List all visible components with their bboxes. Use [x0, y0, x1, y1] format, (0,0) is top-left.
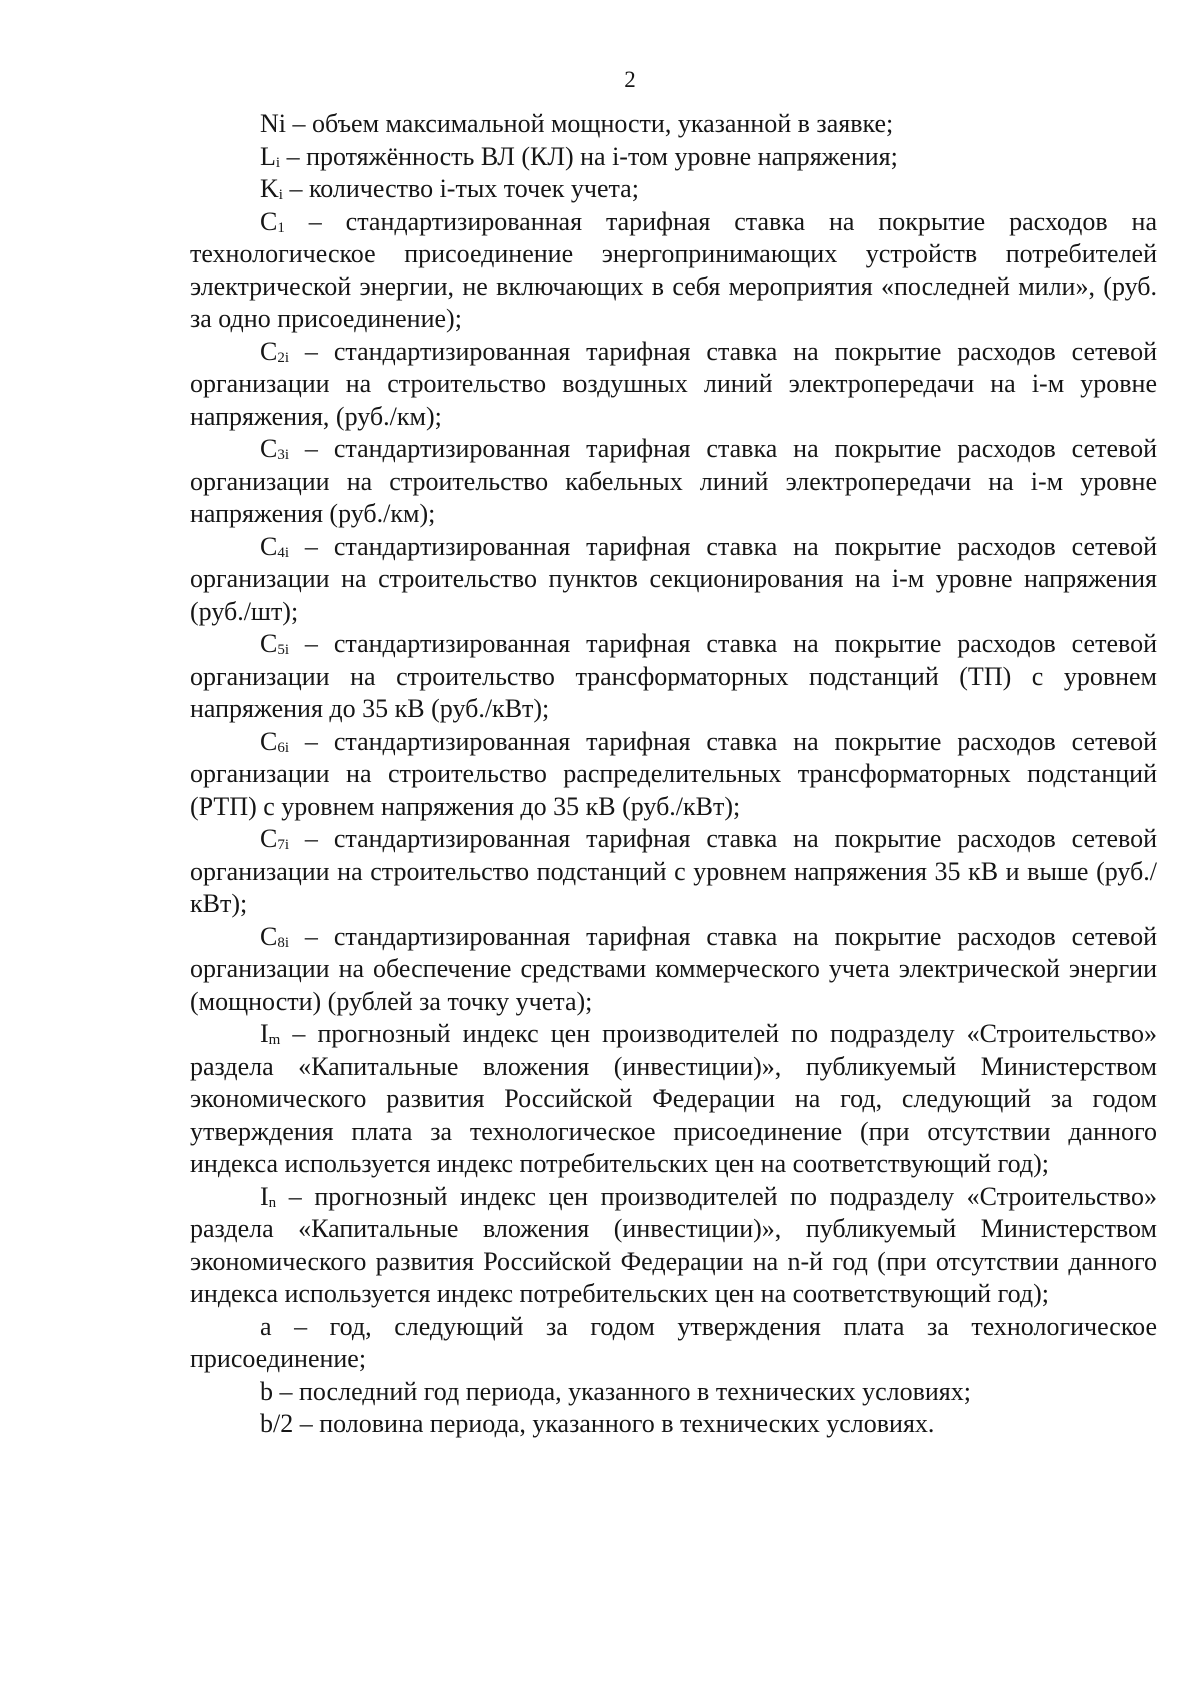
symbol	[260, 1312, 272, 1341]
definition-text: – стандартизированная тарифная ставка на покрытие расходов сетевой организации на строительство распределительных трансформаторных подстанций (РТП) с уровнем напряжения до 35 кВ (руб./кВт);	[190, 726, 1157, 821]
definition-paragraph	[190, 628, 1157, 726]
symbol-letter: I	[260, 1181, 269, 1211]
definition-text: – количество i-тых точек учета;	[282, 174, 639, 203]
definition-text: – объем максимальной мощности, указанной в заявке;	[286, 109, 894, 138]
definition-paragraph	[190, 433, 1157, 531]
symbol-subscript: i	[278, 187, 283, 203]
symbol-letter: C	[260, 434, 278, 463]
symbol	[260, 727, 289, 756]
symbol-subscript: n	[268, 1194, 277, 1211]
symbol	[260, 1019, 280, 1048]
definition-text: – половина периода, указанного в технических условиях.	[293, 1409, 935, 1438]
symbol	[260, 629, 289, 658]
symbol-letter: C	[260, 824, 278, 853]
symbol-letter: Ni	[260, 109, 286, 138]
definition-paragraph	[190, 1311, 1157, 1376]
definition-paragraph	[190, 336, 1157, 434]
definition-text: – стандартизированная тарифная ставка на покрытие расходов на технологическое присоединение энергопринимающих устройств потребителей электрической энергии, не включающих в себя мероприятия «последней мили», (руб. за одно присоединение);	[190, 206, 1157, 333]
symbol-letter: I	[260, 1019, 269, 1048]
definition-paragraph	[190, 726, 1157, 824]
definition-paragraph	[190, 141, 1157, 174]
definition-text: – стандартизированная тарифная ставка на покрытие расходов сетевой организации на строительство подстанций с уровнем напряжения 35 кВ и выше (руб./кВт);	[190, 824, 1157, 918]
symbol	[260, 824, 289, 853]
symbol	[260, 142, 280, 171]
symbol	[260, 109, 286, 138]
definition-text: – прогнозный индекс цен производителей по подразделу «Строительство» раздела «Капитальные вложения (инвестиции)», публикуемый Министерством экономического развития Российской Федерации на год, следующий за годом утверждения плата за технологическое присоединение (при отсутствии данного индекса используется индекс потребительских цен на соответствующий год);	[190, 1019, 1157, 1178]
symbol-subscript: 5i	[277, 642, 290, 658]
symbol-subscript: i	[275, 154, 281, 171]
definition-paragraph	[190, 1376, 1157, 1409]
definition-text: – протяжённость ВЛ (КЛ) на i-том уровне напряжения;	[280, 141, 898, 171]
definition-paragraph	[190, 1181, 1157, 1311]
definition-text: – год, следующий за годом утверждения плата за технологическое присоединение;	[190, 1311, 1157, 1373]
symbol-subscript: 4i	[277, 544, 290, 561]
symbol-subscript: 7i	[277, 837, 290, 853]
definition-paragraph	[190, 206, 1157, 336]
definition-paragraph	[190, 921, 1157, 1019]
definition-paragraph	[190, 1408, 1157, 1441]
symbol	[260, 532, 289, 561]
definition-paragraph	[190, 1018, 1157, 1181]
symbol-letter: C	[260, 629, 278, 658]
symbol-letter: C	[260, 726, 278, 756]
symbol-letter: K	[260, 174, 279, 203]
symbol	[260, 174, 283, 203]
definitions-list	[190, 108, 1157, 1441]
symbol-letter: L	[260, 141, 276, 171]
symbol-letter: b/2	[260, 1409, 294, 1438]
definition-text: – последний год периода, указанного в технических условиях;	[273, 1376, 971, 1406]
symbol-letter: C	[260, 336, 278, 366]
definition-paragraph	[190, 108, 1157, 141]
symbol	[260, 1182, 276, 1211]
symbol-subscript: 6i	[277, 739, 290, 756]
symbol	[260, 1377, 273, 1406]
page-number: 2	[624, 67, 636, 92]
symbol-subscript: 3i	[277, 447, 290, 463]
definition-text: – стандартизированная тарифная ставка на покрытие расходов сетевой организации на строительство трансформаторных подстанций (ТП) с уровнем напряжения до 35 кВ (руб./кВт);	[190, 629, 1157, 723]
symbol-subscript: m	[268, 1032, 281, 1048]
definition-text: – стандартизированная тарифная ставка на покрытие расходов сетевой организации на обеспечение средствами коммерческого учета электрической энергии (мощности) (рублей за точку учета);	[190, 921, 1157, 1016]
symbol-subscript: 2i	[277, 349, 290, 366]
symbol-subscript: 8i	[277, 934, 290, 951]
definition-paragraph	[190, 823, 1157, 921]
definition-paragraph	[190, 531, 1157, 629]
symbol	[260, 1409, 293, 1438]
definition-text: – стандартизированная тарифная ставка на покрытие расходов сетевой организации на строительство пунктов секционирования на i-м уровне напряжения (руб./шт);	[190, 531, 1157, 626]
symbol-subscript: 1	[277, 219, 285, 236]
symbol-letter: a	[260, 1311, 272, 1341]
symbol	[260, 337, 289, 366]
symbol	[260, 207, 285, 236]
definition-paragraph	[190, 173, 1157, 206]
symbol-letter: b	[260, 1376, 273, 1406]
definition-text: – прогнозный индекс цен производителей по подразделу «Строительство» раздела «Капитальные вложения (инвестиции)», публикуемый Министерством экономического развития Российской Федерации на n-й год (при отсутствии данного индекса используется индекс потребительских цен на соответствующий год);	[190, 1181, 1157, 1308]
symbol-letter: C	[260, 921, 278, 951]
symbol-letter: C	[260, 206, 278, 236]
definition-text: – стандартизированная тарифная ставка на покрытие расходов сетевой организации на строительство воздушных линий электропередачи на i-м уровне напряжения, (руб./км);	[190, 336, 1157, 431]
symbol	[260, 922, 289, 951]
definition-text: – стандартизированная тарифная ставка на покрытие расходов сетевой организации на строительство кабельных линий электропередачи на i-м уровне напряжения (руб./км);	[190, 434, 1157, 528]
symbol-letter: C	[260, 531, 278, 561]
symbol	[260, 434, 289, 463]
